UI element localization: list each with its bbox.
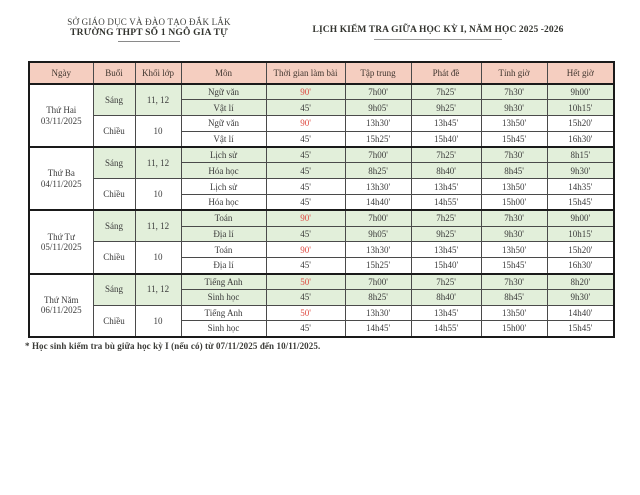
gather-time-cell: 7h00' <box>345 84 411 100</box>
end-time-cell: 16h30' <box>547 258 614 274</box>
handout-time-cell: 14h55' <box>411 321 481 337</box>
end-time-cell: 15h45' <box>547 321 614 337</box>
start-time-cell: 8h45' <box>481 289 547 305</box>
subject-cell: Tiếng Anh <box>181 305 266 321</box>
subject-cell: Lịch sử <box>181 179 266 195</box>
start-time-cell: 9h30' <box>481 100 547 116</box>
handout-time-cell: 13h45' <box>411 305 481 321</box>
issuing-authority-header <box>29 17 269 42</box>
start-time-cell: 15h00' <box>481 195 547 211</box>
duration-cell: 45' <box>266 195 345 211</box>
handout-time-cell: 7h25' <box>411 210 481 226</box>
page-title: LỊCH KIỂM TRA GIỮA HỌC KỲ I, NĂM HỌC 2025 -2026 <box>312 25 564 35</box>
handout-time-cell: 13h45' <box>411 242 481 258</box>
duration-cell: 45' <box>266 147 345 163</box>
start-time-cell: 13h50' <box>481 305 547 321</box>
start-time-cell: 9h30' <box>481 226 547 242</box>
exam-row <box>29 116 614 132</box>
day-cell <box>29 274 93 337</box>
session-cell: Sáng <box>93 84 135 116</box>
session-cell: Chiều <box>93 116 135 148</box>
gather-time-cell: 13h30' <box>345 116 411 132</box>
exam-row <box>29 84 614 100</box>
session-cell: Sáng <box>93 210 135 242</box>
duration-cell: 50' <box>266 305 345 321</box>
end-time-cell: 10h15' <box>547 226 614 242</box>
subject-cell: Sinh học <box>181 289 266 305</box>
gather-time-cell: 13h30' <box>345 242 411 258</box>
start-time-cell: 7h30' <box>481 84 547 100</box>
column-header-1: Ngày <box>29 62 93 84</box>
day-date: 06/11/2025 <box>40 305 82 316</box>
handout-time-cell: 13h45' <box>411 116 481 132</box>
end-time-cell: 9h30' <box>547 289 614 305</box>
document-title-block <box>310 25 566 40</box>
gather-time-cell: 7h00' <box>345 274 411 290</box>
column-header-7: Phát đề <box>411 62 481 84</box>
title-underline <box>374 39 502 40</box>
gather-time-cell: 7h00' <box>345 147 411 163</box>
session-cell: Chiều <box>93 305 135 337</box>
start-time-cell: 8h45' <box>481 163 547 179</box>
grades-cell: 10 <box>135 179 181 211</box>
subject-cell: Lịch sử <box>181 147 266 163</box>
column-header-2: Buổi <box>93 62 135 84</box>
end-time-cell: 9h00' <box>547 84 614 100</box>
duration-cell: 45' <box>266 321 345 337</box>
start-time-cell: 13h50' <box>481 242 547 258</box>
exam-row <box>29 274 614 290</box>
subject-cell: Toán <box>181 210 266 226</box>
start-time-cell: 7h30' <box>481 274 547 290</box>
end-time-cell: 16h30' <box>547 131 614 147</box>
handout-time-cell: 14h55' <box>411 195 481 211</box>
start-time-cell: 15h45' <box>481 258 547 274</box>
subject-cell: Hóa học <box>181 195 266 211</box>
gather-time-cell: 8h25' <box>345 163 411 179</box>
gather-time-cell: 7h00' <box>345 210 411 226</box>
subject-cell: Vật lí <box>181 131 266 147</box>
gather-time-cell: 9h05' <box>345 226 411 242</box>
exam-row <box>29 179 614 195</box>
duration-cell: 45' <box>266 226 345 242</box>
end-time-cell: 14h40' <box>547 305 614 321</box>
exam-row <box>29 305 614 321</box>
handout-time-cell: 8h40' <box>411 289 481 305</box>
duration-cell: 90' <box>266 84 345 100</box>
column-header-8: Tính giờ <box>481 62 547 84</box>
school-name-underline <box>118 41 180 42</box>
gather-time-cell: 15h25' <box>345 258 411 274</box>
gather-time-cell: 13h30' <box>345 179 411 195</box>
start-time-cell: 15h00' <box>481 321 547 337</box>
column-header-5: Thời gian làm bài <box>266 62 345 84</box>
end-time-cell: 14h35' <box>547 179 614 195</box>
grades-cell: 11, 12 <box>135 147 181 179</box>
handout-time-cell: 13h45' <box>411 179 481 195</box>
session-cell: Chiều <box>93 242 135 274</box>
session-cell: Chiều <box>93 179 135 211</box>
exam-row <box>29 210 614 226</box>
subject-cell: Ngữ văn <box>181 84 266 100</box>
subject-cell: Tiếng Anh <box>181 274 266 290</box>
start-time-cell: 15h45' <box>481 131 547 147</box>
gather-time-cell: 15h25' <box>345 131 411 147</box>
subject-cell: Địa lí <box>181 226 266 242</box>
day-cell <box>29 84 93 147</box>
session-cell: Sáng <box>93 147 135 179</box>
day-date: 04/11/2025 <box>40 178 82 189</box>
subject-cell: Toán <box>181 242 266 258</box>
duration-cell: 45' <box>266 100 345 116</box>
handout-time-cell: 7h25' <box>411 147 481 163</box>
subject-cell: Sinh học <box>181 321 266 337</box>
gather-time-cell: 14h40' <box>345 195 411 211</box>
column-header-4: Môn <box>181 62 266 84</box>
start-time-cell: 13h50' <box>481 116 547 132</box>
subject-cell: Vật lí <box>181 100 266 116</box>
duration-cell: 90' <box>266 210 345 226</box>
grades-cell: 10 <box>135 242 181 274</box>
grades-cell: 11, 12 <box>135 210 181 242</box>
end-time-cell: 15h20' <box>547 242 614 258</box>
handout-time-cell: 9h25' <box>411 226 481 242</box>
duration-cell: 45' <box>266 163 345 179</box>
makeup-exam-note: * Học sinh kiểm tra bù giữa học kỳ I (nếu có) từ 07/11/2025 đến 10/11/2025. <box>25 341 321 351</box>
day-cell <box>29 147 93 210</box>
handout-time-cell: 15h40' <box>411 258 481 274</box>
duration-cell: 45' <box>266 258 345 274</box>
handout-time-cell: 15h40' <box>411 131 481 147</box>
handout-time-cell: 8h40' <box>411 163 481 179</box>
duration-cell: 50' <box>266 274 345 290</box>
column-header-3: Khối lớp <box>135 62 181 84</box>
day-date: 03/11/2025 <box>40 115 82 126</box>
exam-row <box>29 147 614 163</box>
gather-time-cell: 14h45' <box>345 321 411 337</box>
gather-time-cell: 13h30' <box>345 305 411 321</box>
grades-cell: 10 <box>135 305 181 337</box>
end-time-cell: 8h20' <box>547 274 614 290</box>
day-name: Thứ Ba <box>47 168 75 179</box>
school-name: TRƯỜNG THPT SỐ 1 NGÔ GIA TỰ <box>70 28 228 38</box>
handout-time-cell: 9h25' <box>411 100 481 116</box>
duration-cell: 90' <box>266 242 345 258</box>
day-name: Thứ Tư <box>47 231 75 242</box>
subject-cell: Địa lí <box>181 258 266 274</box>
handout-time-cell: 7h25' <box>411 84 481 100</box>
table-header-row <box>29 62 614 84</box>
gather-time-cell: 8h25' <box>345 289 411 305</box>
end-time-cell: 9h00' <box>547 210 614 226</box>
grades-cell: 10 <box>135 116 181 148</box>
department-name: SỞ GIÁO DỤC VÀ ĐÀO TẠO ĐẮK LẮK <box>67 17 231 27</box>
start-time-cell: 7h30' <box>481 210 547 226</box>
start-time-cell: 13h50' <box>481 179 547 195</box>
duration-cell: 45' <box>266 179 345 195</box>
end-time-cell: 10h15' <box>547 100 614 116</box>
end-time-cell: 15h45' <box>547 195 614 211</box>
day-date: 05/11/2025 <box>40 241 82 252</box>
exam-row <box>29 242 614 258</box>
duration-cell: 45' <box>266 131 345 147</box>
end-time-cell: 8h15' <box>547 147 614 163</box>
duration-cell: 45' <box>266 289 345 305</box>
column-header-6: Tập trung <box>345 62 411 84</box>
grades-cell: 11, 12 <box>135 274 181 306</box>
gather-time-cell: 9h05' <box>345 100 411 116</box>
session-cell: Sáng <box>93 274 135 306</box>
grades-cell: 11, 12 <box>135 84 181 116</box>
duration-cell: 90' <box>266 116 345 132</box>
exam-schedule-table <box>28 61 615 338</box>
end-time-cell: 9h30' <box>547 163 614 179</box>
day-cell <box>29 210 93 273</box>
subject-cell: Ngữ văn <box>181 116 266 132</box>
day-name: Thứ Năm <box>43 294 79 305</box>
handout-time-cell: 7h25' <box>411 274 481 290</box>
subject-cell: Hóa học <box>181 163 266 179</box>
end-time-cell: 15h20' <box>547 116 614 132</box>
column-header-9: Hết giờ <box>547 62 614 84</box>
start-time-cell: 7h30' <box>481 147 547 163</box>
day-name: Thứ Hai <box>46 105 77 116</box>
